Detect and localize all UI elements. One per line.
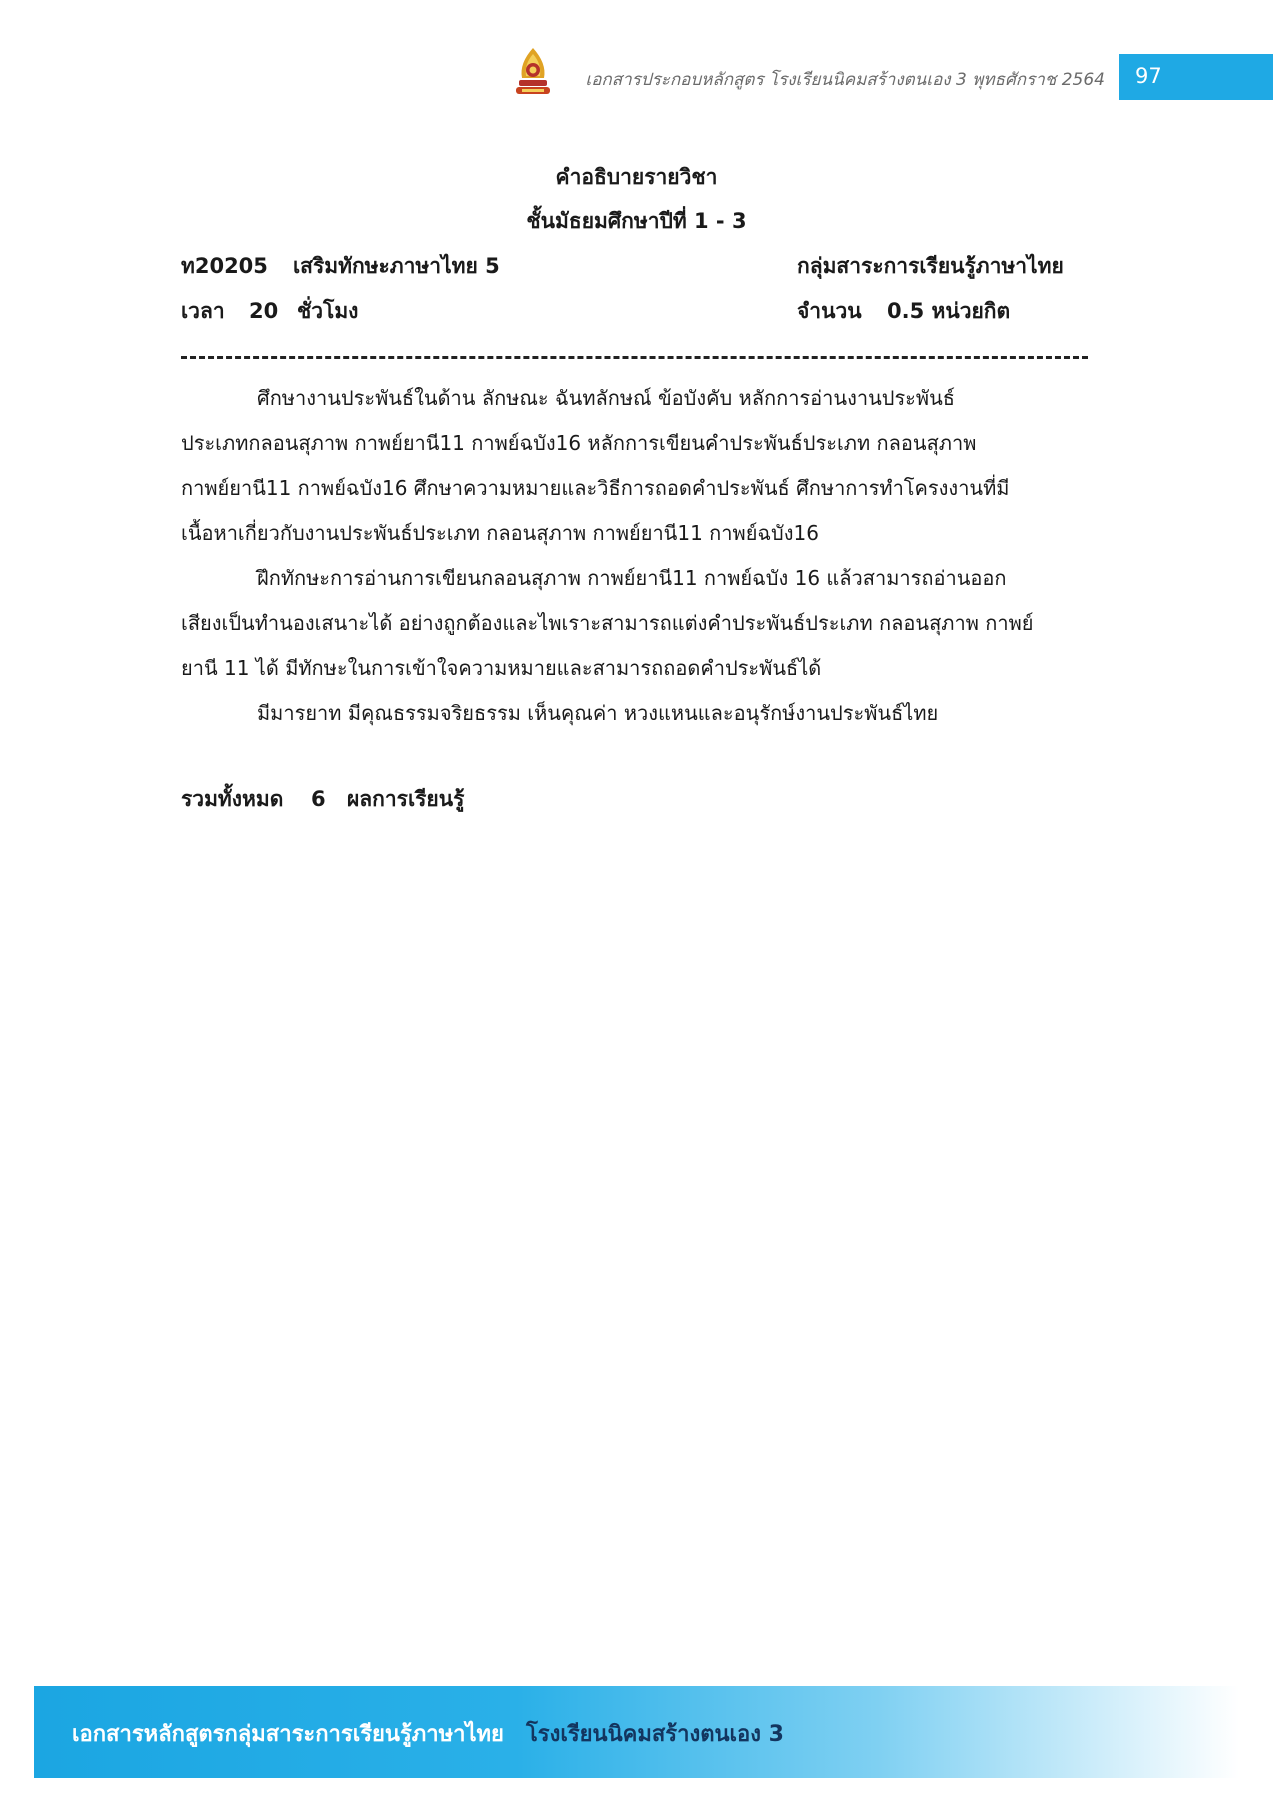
footer-curriculum-title: เอกสารหลักสูตรกลุ่มสาระการเรียนรู้ภาษาไทย (72, 1722, 504, 1747)
document-header-title: เอกสารประกอบหลักสูตร โรงเรียนนิคมสร้างตนเอง 3 พุทธศักราช 2564 (585, 70, 1105, 90)
description-line: ศึกษางานประพันธ์ในด้าน ลักษณะ ฉันทลักษณ์ ข้อบังคับ หลักการอ่านงานประพันธ์ (257, 386, 955, 410)
description-body (181, 376, 1101, 736)
description-line: ฝึกทักษะการอ่านการเขียนกลอนสุภาพ กาพย์ยานี11 กาพย์ฉบัง 16 แล้วสามารถอ่านออก (257, 566, 1007, 590)
course-code-name (181, 250, 500, 283)
course-time (181, 295, 358, 328)
time-label: เวลา (181, 299, 225, 323)
page-number-box (1119, 54, 1273, 100)
description-line: เสียงเป็นทำนองเสนาะได้ อย่างถูกต้องและไพเราะสามารถแต่งคำประพันธ์ประเภท กลอนสุภาพ กาพย์ (181, 611, 1034, 635)
course-credit (797, 295, 1010, 328)
learning-area-group: กลุ่มสาระการเรียนรู้ภาษาไทย (797, 254, 1064, 278)
credit-value: 0.5 หน่วยกิต (887, 299, 1011, 323)
total-unit: ผลการเรียนรู้ (347, 787, 465, 811)
page-number: 97 (1135, 64, 1162, 88)
footer-text (72, 1716, 784, 1751)
description-line: มีมารยาท มีคุณธรรมจริยธรรม เห็นคุณค่า หวงแหนและอนุรักษ์งานประพันธ์ไทย (257, 701, 939, 725)
description-line: ประเภทกลอนสุภาพ กาพย์ยานี11 กาพย์ฉบัง16 หลักการเขียนคำประพันธ์ประเภท กลอนสุภาพ (181, 431, 977, 455)
footer-school-name: โรงเรียนนิคมสร้างตนเอง 3 (525, 1722, 784, 1747)
total-count: 6 (311, 787, 326, 811)
grade-level: ชั้นมัธยมศึกษาปีที่ 1 - 3 (526, 209, 747, 233)
total-label: รวมทั้งหมด (181, 787, 284, 811)
description-line: เนื้อหาเกี่ยวกับงานประพันธ์ประเภท กลอนสุภาพ กาพย์ยานี11 กาพย์ฉบัง16 (181, 521, 819, 545)
learning-outcomes-total (181, 783, 464, 816)
course-description-heading: คำอธิบายรายวิชา (555, 165, 718, 189)
description-line: ยานี 11 ได้ มีทักษะในการเข้าใจความหมายและสามารถถอดคำประพันธ์ได้ (181, 656, 822, 680)
school-emblem-icon (512, 46, 554, 98)
course-name: เสริมทักษะภาษาไทย 5 (293, 254, 500, 278)
description-line: กาพย์ยานี11 กาพย์ฉบัง16 ศึกษาความหมายและวิธีการถอดคำประพันธ์ ศึกษาการทำโครงงานที่มี (181, 476, 1010, 500)
time-value: 20 (249, 299, 279, 323)
credit-label: จำนวน (797, 299, 862, 323)
course-code: ท20205 (181, 254, 268, 278)
dashed-divider (181, 356, 1088, 359)
footer-banner (34, 1686, 1239, 1778)
time-unit: ชั่วโมง (297, 299, 359, 323)
